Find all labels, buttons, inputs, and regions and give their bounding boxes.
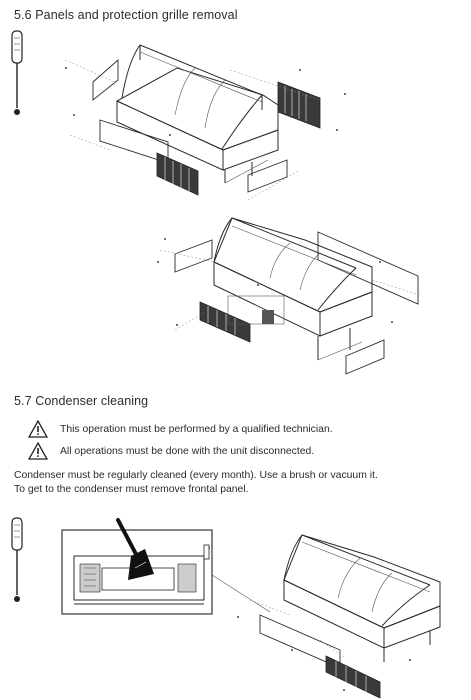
screwdriver-icon: [12, 518, 22, 602]
protection-grille: [326, 656, 380, 698]
side-panel: [346, 340, 384, 374]
warning-text: This operation must be performed by a qualified technician.: [60, 423, 333, 435]
side-panel: [175, 240, 212, 272]
figure-frontal-panel-removal: [237, 535, 440, 698]
screwdriver-icon: [12, 31, 22, 115]
figure-panels-removal: [65, 45, 346, 200]
instruction-line: Condenser must be regularly cleaned (every month). Use a brush or vacuum it.: [14, 470, 378, 481]
protection-grille: [200, 302, 250, 342]
side-panel: [93, 60, 118, 100]
figure-panels-exploded: [157, 218, 420, 374]
figure-condenser-detail: [62, 520, 270, 614]
warning-text: All operations must be done with the unit disconnected.: [60, 445, 315, 457]
section-heading-panels: 5.6 Panels and protection grille removal: [14, 8, 238, 22]
protection-grille: [157, 153, 198, 195]
section-heading-condenser: 5.7 Condenser cleaning: [14, 394, 149, 408]
side-panel: [248, 160, 287, 192]
instruction-line: To get to the condenser must remove frontal panel.: [14, 484, 249, 495]
